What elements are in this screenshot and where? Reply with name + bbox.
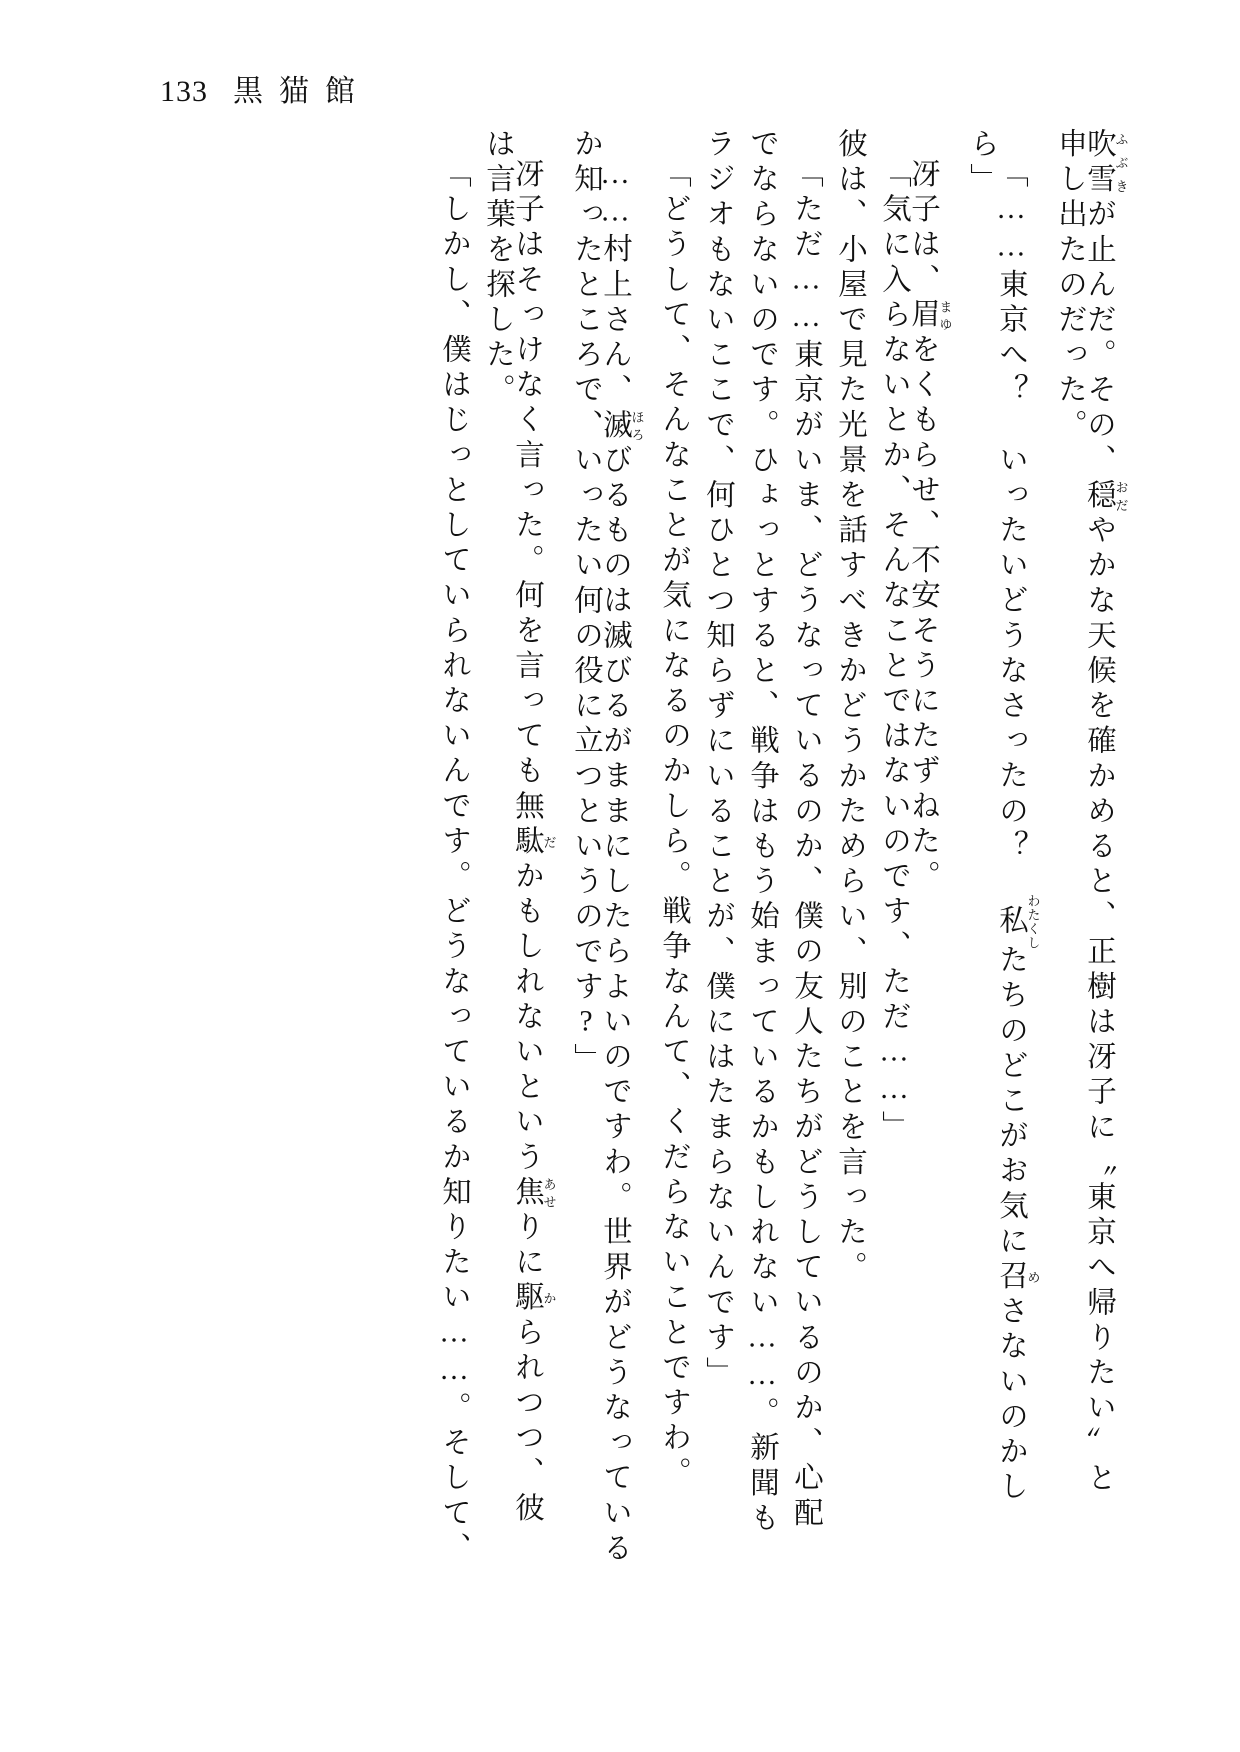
text-column: か知ったところで、いったい何の役に立つというのです?」 bbox=[570, 128, 602, 1079]
text-column: 「どうして、そんなことが気になるのかしら。戦争なんて、くだらないことですわ。 bbox=[658, 158, 690, 1492]
ruby-annotation: 駆か bbox=[511, 1281, 557, 1317]
page-number: 133 bbox=[160, 75, 208, 108]
ruby-annotation: 滅ほろ bbox=[599, 408, 645, 444]
ruby-text: ふぶき bbox=[1113, 128, 1129, 199]
ruby-text: あせ bbox=[541, 1175, 557, 1212]
text-column: 彼は、小屋で見た光景を話すべきかどうかためらい、別のことを言った。 bbox=[834, 128, 866, 1287]
running-title: 黒猫館 bbox=[233, 75, 371, 108]
text-column: 冴子は、眉まゆをくもらせ、不安そうにたずねた。 bbox=[907, 158, 953, 896]
ruby-annotation: 焦あせ bbox=[511, 1175, 557, 1212]
text-column: 申し出たのだった。 bbox=[1054, 128, 1086, 444]
text-column: 冴子はそっけなく言った。何を言っても無駄だかもしれないという焦あせりに駆かられつつ、彼 bbox=[511, 158, 557, 1527]
ruby-annotation: 私わたくし bbox=[995, 894, 1041, 951]
ruby-text: わたくし bbox=[1025, 894, 1041, 951]
text-column: でならないのです。ひょっとすると、戦争はもう始まっているかもしれない……。新聞も bbox=[746, 128, 778, 1537]
ruby-text: だ bbox=[541, 824, 557, 860]
ruby-annotation: 眉まゆ bbox=[907, 298, 953, 334]
ruby-annotation: 穏おだ bbox=[1083, 479, 1129, 515]
text-column: ら」 bbox=[966, 128, 998, 199]
text-column: 「しかし、僕はじっとしていられないんです。どうなっているか知りたい……。そして、 bbox=[438, 158, 470, 1567]
ruby-annotation: 吹雪ふぶき bbox=[1083, 128, 1129, 199]
ruby-annotation: 駄だ bbox=[511, 824, 557, 861]
ruby-text: おだ bbox=[1113, 479, 1129, 515]
ruby-annotation: 召め bbox=[995, 1260, 1041, 1296]
page-header bbox=[0, 72, 1240, 120]
ruby-text: ほろ bbox=[629, 408, 645, 444]
ruby-text: まゆ bbox=[937, 298, 953, 334]
vertical-text-body bbox=[128, 128, 1128, 1568]
text-column: 「気に入らないとか、そんなことではないのです、ただ……」 bbox=[878, 158, 910, 1146]
ruby-text: め bbox=[1025, 1260, 1041, 1296]
text-column: ……村上さん、滅ほろびるものは滅びるがままにしたらよいのですわ。世界がどうなっている bbox=[599, 158, 645, 1568]
text-column: 「……東京へ？ いったいどうなさったの？ 私わたくしたちのどこがお気に召めさないのかし bbox=[995, 158, 1041, 1506]
text-column: 吹雪ふぶきが止んだ。その、穏おだやかな天候を確かめると、正樹は冴子に〝東京へ帰りたい〟と bbox=[1083, 128, 1129, 1497]
text-column: 「ただ……東京がいま、どうなっているのか、僕の友人たちがどうしているのか、心配 bbox=[790, 158, 822, 1532]
text-column: は言葉を探した。 bbox=[482, 128, 514, 409]
ruby-text: か bbox=[541, 1281, 557, 1317]
text-column: ラジオもないここで、何ひとつ知らずにいることが、僕にはたまらないんです」 bbox=[702, 128, 734, 1392]
